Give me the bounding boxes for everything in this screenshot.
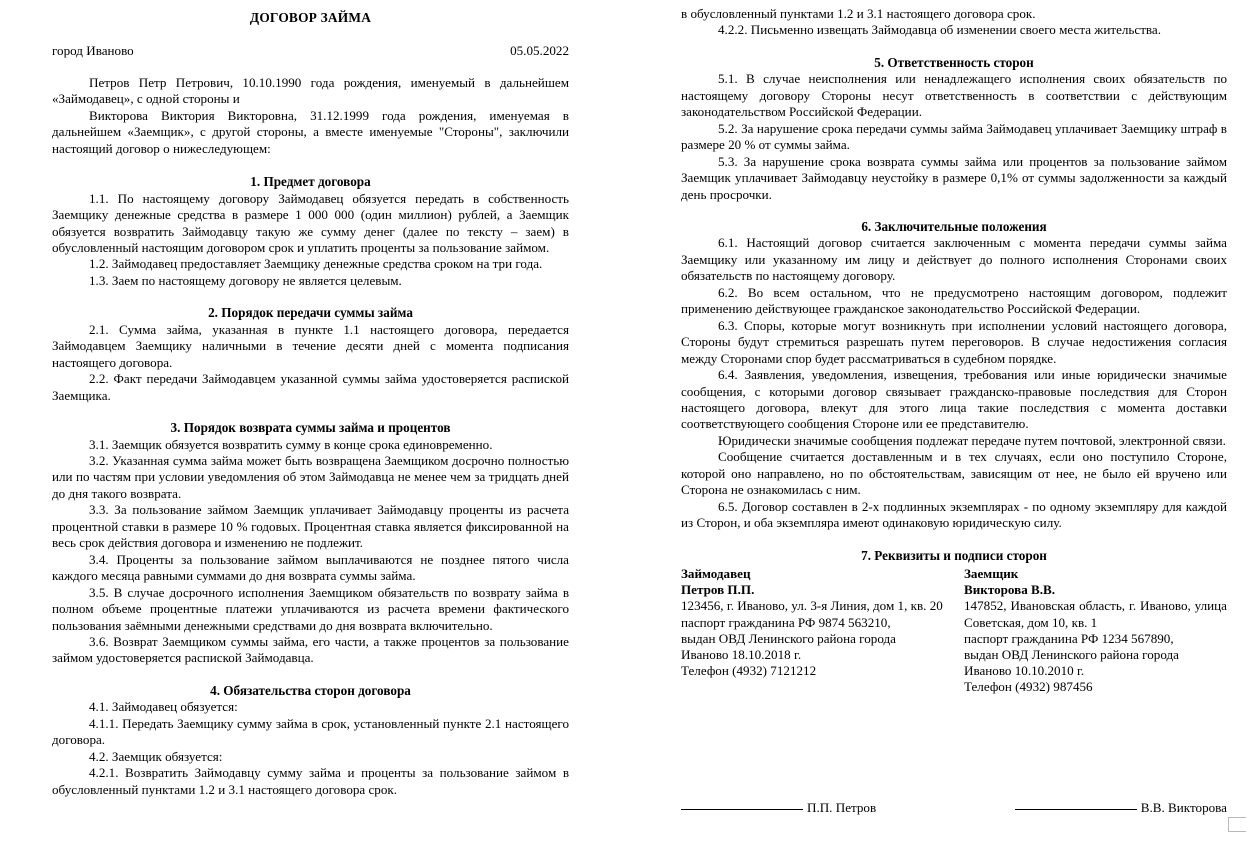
page-edge-artifact — [1228, 817, 1246, 832]
lender-role-label: Займодавец — [681, 566, 751, 582]
preamble-paragraph-1: Петров Петр Петрович, 10.10.1990 года рождения, именуемый в дальнейшем «Займодавец», с одной стороны и — [52, 74, 569, 107]
clause-6-4-note-2: Сообщение считается доставленным и в тех случаях, если оно поступило Стороне, которой оно направлено, но по обстоятельствам, зависящим от нее, не было ей вручено или Сторона не ознакомилась с ним. — [681, 449, 1227, 498]
section-heading-2: 2. Порядок передачи суммы займа — [208, 305, 413, 321]
signature-borrower[interactable] — [1015, 800, 1227, 816]
signature-row — [681, 800, 1227, 816]
signature-lender-label: П.П. Петров — [807, 800, 877, 815]
spacer — [681, 39, 1227, 55]
requisites-lender — [681, 566, 954, 696]
spacer — [52, 26, 569, 43]
clause-2-2: 2.2. Факт передачи Займодавцем указанной суммы займа удостоверяется распиской Заемщика. — [52, 371, 569, 403]
document-column-left — [52, 0, 569, 798]
section-heading-1: 1. Предмет договора — [250, 174, 371, 190]
clause-4-1: 4.1. Займодавец обязуется: — [89, 699, 238, 715]
clause-4-2: 4.2. Заемщик обязуется: — [89, 748, 223, 764]
clause-3-4: 3.4. Проценты за пользование займом выплачиваются не позднее пятого числа каждого месяца равными суммами до дня возврата суммы займа. — [52, 551, 569, 584]
clause-6-5: 6.5. Договор составлен в 2-х подлинных экземплярах - по одному экземпляру для каждой из Сторон, и оба экземпляра имеют одинаковую юридическую силу. — [681, 498, 1227, 531]
borrower-role-label: Заемщик — [964, 566, 1019, 582]
lender-name: Петров П.П. — [681, 582, 755, 598]
lender-passport-date: Иваново 18.10.2018 г. — [681, 647, 802, 663]
lender-phone: Телефон (4932) 7121212 — [681, 663, 817, 679]
signature-line-icon[interactable] — [681, 809, 803, 810]
document-date: 05.05.2022 — [510, 43, 569, 59]
spacer — [681, 532, 1227, 548]
clause-4-2-2: 4.2.2. Письменно извещать Займодавца об изменении своего места жительства. — [718, 22, 1162, 38]
signature-lender[interactable] — [681, 800, 876, 816]
spacer — [52, 157, 569, 174]
borrower-address: 147852, Ивановская область, г. Иваново, улица Советская, дом 10, кв. 1 — [964, 598, 1227, 630]
document-place: город Иваново — [52, 43, 134, 59]
lender-address: 123456, г. Иваново, ул. 3-я Линия, дом 1, кв. 20 — [681, 598, 943, 614]
clause-4-2-1-part-left: 4.2.1. Возвратить Займодавцу сумму займа и проценты за пользование займом в обусловленный пунктами 1.2 и 3.1 настоящего договора срок. — [52, 765, 569, 797]
clause-3-6: 3.6. Возврат Заемщиком суммы займа, его части, а также процентов за пользование займом удостоверяется распиской Займодавца. — [52, 633, 569, 666]
borrower-phone: Телефон (4932) 987456 — [964, 679, 1093, 695]
clause-6-1: 6.1. Настоящий договор считается заключенным с момента передачи суммы займа Заемщику или указанному им лицу и действует до полного исполнения Сторонами своих обязательств по настоящему договору. — [681, 235, 1227, 284]
clause-5-2: 5.2. За нарушение срока передачи суммы займа Займодавец уплачивает Заемщику штраф в размере 20 % от суммы займа. — [681, 120, 1227, 153]
borrower-passport-issuer: выдан ОВД Ленинского района города — [964, 647, 1179, 663]
document-column-right — [681, 0, 1227, 696]
section-heading-6: 6. Заключительные положения — [861, 218, 1047, 234]
clause-4-2-1-continuation: в обусловленный пунктами 1.2 и 3.1 настоящего договора срок. — [681, 6, 1036, 21]
clause-5-3: 5.3. За нарушение срока возврата суммы займа или процентов за пользование займом Заемщик уплачивает Займодавцу неустойку в размере 0,1% от суммы задолженности за каждый день просрочки. — [681, 153, 1227, 202]
clause-2-1: 2.1. Сумма займа, указанная в пункте 1.1 настоящего договора, передается Займодавцем Заемщику наличными в течение десяти дней с момента подписания настоящего договора. — [52, 321, 569, 370]
lender-passport: паспорт гражданина РФ 9874 563210, — [681, 614, 891, 630]
clause-3-3: 3.3. За пользование займом Заемщик уплачивает Займодавцу проценты из расчета процентной ставки в размере 10 % годовых. Процентная ставка является фиксированной на весь срок действия договора и изменению не подлежит. — [52, 502, 569, 551]
clause-4-1-1: 4.1.1. Передать Заемщику сумму займа в срок, установленный пункте 2.1 настоящего договора. — [52, 715, 569, 748]
spacer — [681, 203, 1227, 219]
section-heading-4: 4. Обязательства сторон договора — [210, 682, 411, 698]
clause-1-2: 1.2. Займодавец предоставляет Заемщику денежные средства сроком на три года. — [89, 256, 543, 272]
section-heading-3: 3. Порядок возврата суммы займа и процентов — [170, 420, 451, 436]
spacer — [52, 404, 569, 420]
signature-borrower-label: В.В. Викторова — [1140, 800, 1227, 815]
clause-6-4-note-1: Юридически значимые сообщения подлежат передаче путем почтовой, электронной связи. — [718, 432, 1226, 448]
spacer — [52, 289, 569, 305]
requisites-borrower — [954, 566, 1227, 696]
clause-1-1: 1.1. По настоящему договору Займодавец обязуется передать в собственность Заемщику денежные средства в размере 1 000 000 (один миллион) рублей, а Заемщик обязуется возвратить Займодавцу такую же сумму денег (далее по тексту – заем) в обусловленный настоящим договором срок и уплатить проценты за пользование займом. — [52, 190, 569, 255]
clause-6-3: 6.3. Споры, которые могут возникнуть при исполнении условий настоящего договора, Стороны будут стремиться разрешать путем переговоров. В случае недостижения согласия между Сторонами спор будет рассматриваться в судебном порядке. — [681, 317, 1227, 366]
page-title: ДОГОВОР ЗАЙМА — [249, 10, 372, 25]
borrower-name: Викторова В.В. — [964, 582, 1056, 598]
clause-3-5: 3.5. В случае досрочного исполнения Заемщиком обязательств по возврату займа в полном объеме процентные платежи уплачиваются из расчета времени фактического пользования заёмными денежными средствами до дня возврата включительно. — [52, 584, 569, 633]
borrower-passport: паспорт гражданина РФ 1234 567890, — [964, 630, 1174, 646]
clause-6-4: 6.4. Заявления, уведомления, извещения, требования или иные юридически значимые сообщения, с которыми договор связывает гражданско-правовые последствия для Сторон настоящего договора, влекут для этого лица такие последствия с момента доставки соответствующего сообщения Стороне или ее представителю. — [681, 367, 1227, 432]
clause-3-2: 3.2. Указанная сумма займа может быть возвращена Заемщиком досрочно полностью или по частям при условии уведомления об этом Займодавца не менее чем за тридцать дней до дня такого возврата. — [52, 452, 569, 501]
clause-5-1: 5.1. В случае неисполнения или ненадлежащего исполнения своих обязательств по настоящему договору Стороны несут ответственность в соответствии с действующим законодательством Российской Федерации. — [681, 71, 1227, 120]
clause-6-2: 6.2. Во всем остальном, что не предусмотрено настоящим договором, подлежит применению действующее гражданское законодательство Российской Федерации. — [681, 284, 1227, 317]
clause-1-3: 1.3. Заем по настоящему договору не является целевым. — [89, 272, 402, 288]
document-meta — [52, 43, 569, 59]
signature-line-icon[interactable] — [1015, 809, 1137, 810]
lender-passport-issuer: выдан ОВД Ленинского района города — [681, 630, 896, 646]
preamble-paragraph-2: Викторова Виктория Викторовна, 31.12.1999 года рождения, именуемая в дальнейшем «Заемщик», с другой стороны, а вместе именуемые "Стороны", заключили настоящий договор о нижеследующем: — [52, 107, 569, 156]
spacer — [52, 60, 569, 75]
section-heading-5: 5. Ответственность сторон — [874, 54, 1034, 70]
requisites-block — [681, 566, 1227, 696]
clause-3-1: 3.1. Заемщик обязуется возвратить сумму в конце срока единовременно. — [89, 436, 493, 452]
section-heading-7: 7. Реквизиты и подписи сторон — [861, 547, 1047, 563]
spacer — [52, 667, 569, 683]
borrower-passport-date: Иваново 10.10.2010 г. — [964, 663, 1085, 679]
